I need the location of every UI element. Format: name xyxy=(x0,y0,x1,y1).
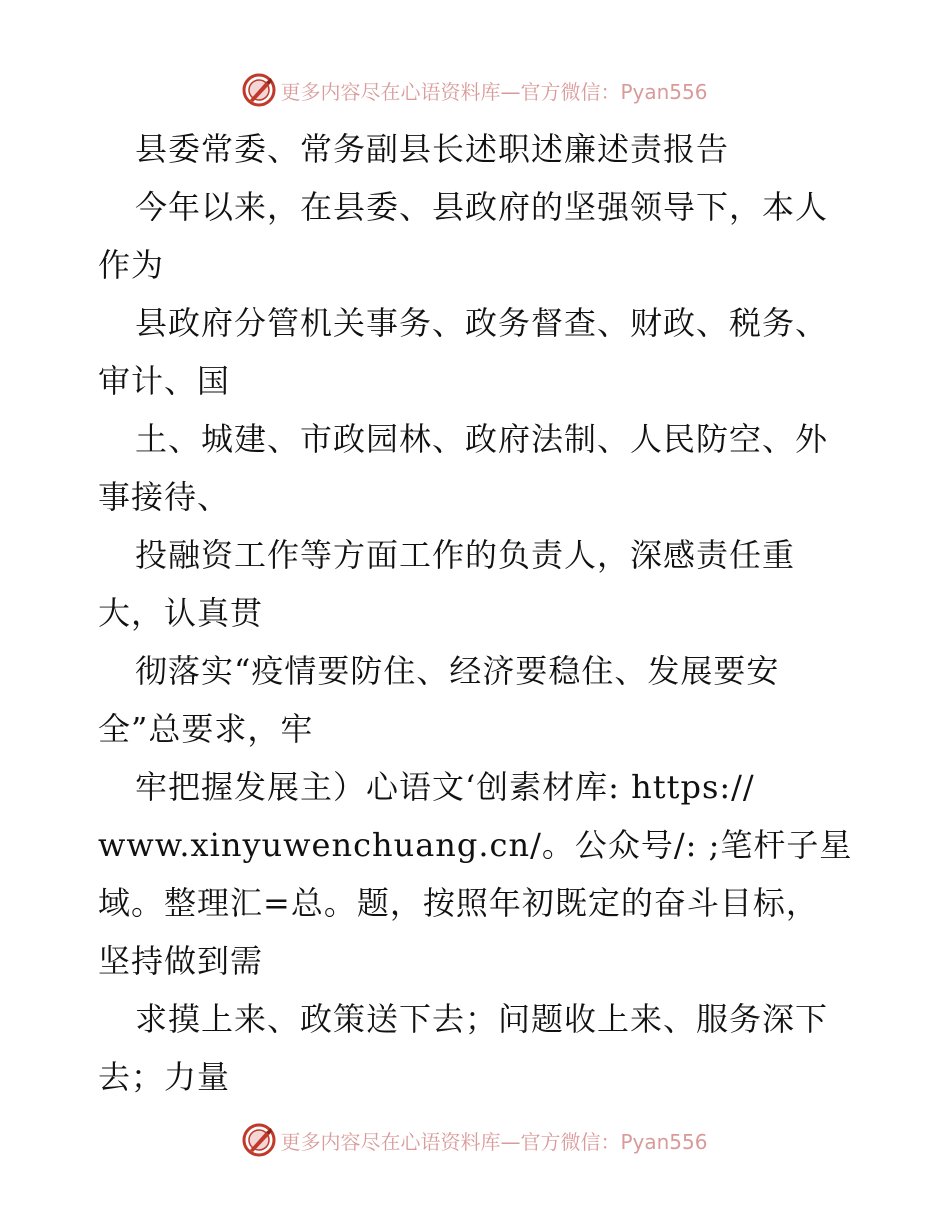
paragraph-line: 彻落实“疫情要防住、经济要稳住、发展要安 xyxy=(135,652,780,690)
paragraph-line: 去；力量 xyxy=(98,1058,231,1096)
paragraph-line: www.xinyuwenchuang.cn/。公众号/: ;笔杆子星 xyxy=(98,826,853,864)
paragraph-line: 投融资工作等方面工作的负责人，深感责任重 xyxy=(135,536,796,574)
paragraph-line: 事接待、 xyxy=(98,478,231,516)
paragraph-line: 今年以来，在县委、县政府的坚强领导下，本人 xyxy=(135,188,829,226)
paragraph-line: 求摸上来、政策送下去；问题收上来、服务深下 xyxy=(135,1000,829,1038)
paragraph-line: 大，认真贯 xyxy=(98,594,264,632)
header-banner xyxy=(0,70,950,110)
paragraph-line: 牢把握发展主）心语文‘创素材库: https:// xyxy=(135,768,755,806)
document-title: 县委常委、常务副县长述职述廉述责报告 xyxy=(135,130,730,168)
paragraph-line: 坚持做到需 xyxy=(98,942,264,980)
paragraph-line: 审计、国 xyxy=(98,362,231,400)
paragraph-line: 县政府分管机关事务、政务督查、财政、税务、 xyxy=(135,304,829,342)
paragraph-line: 全”总要求，牢 xyxy=(98,710,314,748)
quill-seal-icon xyxy=(242,1123,276,1157)
paragraph-line: 土、城建、市政园林、政府法制、人民防空、外 xyxy=(135,420,829,458)
document-body xyxy=(98,120,878,1106)
footer-banner xyxy=(0,1120,950,1160)
paragraph-line: 作为 xyxy=(98,246,165,284)
header-ad-text: 更多内容尽在心语资料库—官方微信：Pyan556 xyxy=(280,79,708,104)
quill-seal-icon xyxy=(242,73,276,107)
paragraph-line: 域。整理汇=总。题，按照年初既定的奋斗目标， xyxy=(98,884,819,922)
footer-ad-text: 更多内容尽在心语资料库—官方微信：Pyan556 xyxy=(280,1129,708,1154)
